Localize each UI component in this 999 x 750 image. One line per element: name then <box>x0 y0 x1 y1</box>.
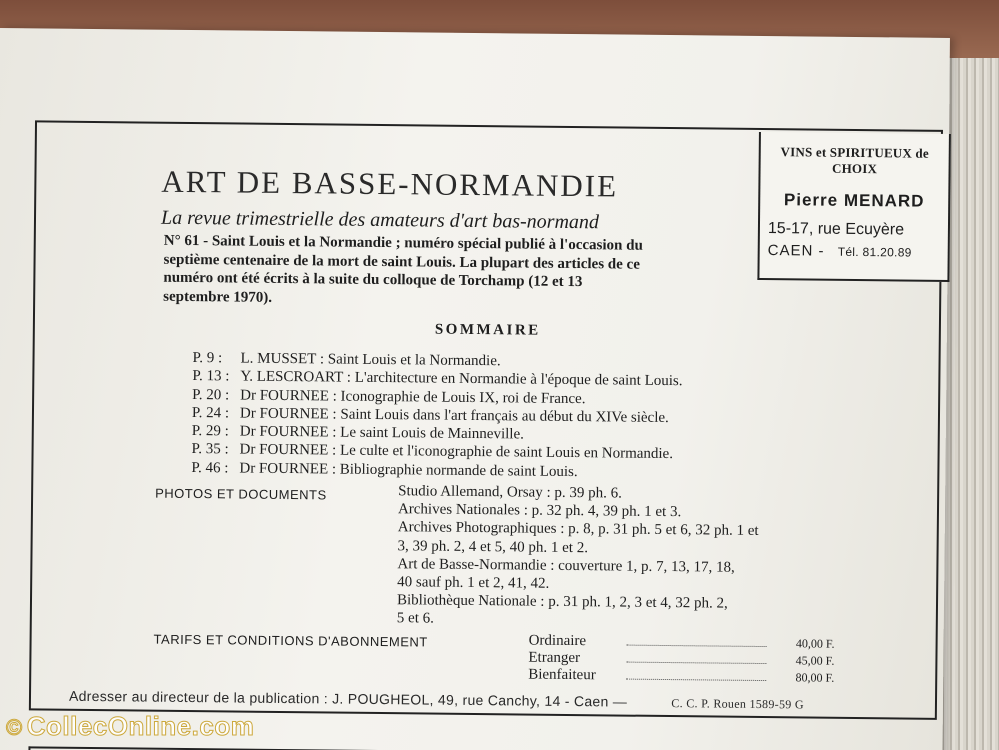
tarifs-label: TARIFS ET CONDITIONS D'ABONNEMENT <box>153 631 428 650</box>
toc-author: Dr FOURNEE : <box>239 460 337 478</box>
book-page <box>0 28 950 750</box>
table-of-contents <box>191 349 683 482</box>
next-frame-edge <box>28 746 936 750</box>
publisher-footer <box>69 688 804 713</box>
credit-line: Bibliothèque Nationale : p. 31 ph. 1, 2, 3 et 4, 32 ph. 2, <box>396 592 728 612</box>
toc-title: Iconographie de Louis IX, roi de France. <box>340 388 586 407</box>
photo-credits <box>397 482 759 631</box>
toc-title: L'architecture en Normandie à l'époque de saint Louis. <box>354 370 683 390</box>
advert-city: CAEN <box>767 242 814 260</box>
advert-tagline: VINS et SPIRITUEUX de CHOIX <box>780 144 929 177</box>
toc-page: P. 9 : <box>192 350 223 367</box>
toc-page: P. 46 : <box>191 459 229 477</box>
toc-author: Dr FOURNEE : <box>240 387 337 405</box>
advert-city-line: CAEN - Tél. 81.20.89 <box>767 242 912 260</box>
watermark-text: CollecOnline.com <box>26 711 255 741</box>
advert-address: 15-17, rue Ecuyère <box>767 220 905 239</box>
toc-title: Saint Louis dans l'art français au début du XIVe siècle. <box>340 406 669 426</box>
tarif-dots <box>627 645 767 647</box>
toc-author: L. MUSSET : <box>240 350 325 368</box>
toc-page: P. 13 : <box>192 368 230 385</box>
credit-line: 40 sauf ph. 1 et 2, 41, 42. <box>397 574 550 592</box>
advert-name: Pierre MENARD <box>783 190 925 211</box>
copyright-icon: © <box>6 715 23 740</box>
tarif-dots <box>626 662 766 664</box>
toc-author: Dr FOURNEE : <box>239 442 337 460</box>
toc-page: P. 20 : <box>192 386 230 404</box>
toc-page: P. 24 : <box>191 404 230 422</box>
footer-address: Adresser au directeur de la publication : J. POUGHEOL, 49, rue Canchy, 14 - Caen — <box>68 687 628 710</box>
advert-box <box>757 132 951 282</box>
tarifs-list <box>528 633 835 687</box>
credit-line: Studio Allemand, Orsay : p. 39 ph. 6. <box>398 483 622 502</box>
tarif-name: Etranger <box>528 649 581 667</box>
photos-label: PHOTOS ET DOCUMENTS <box>155 485 327 503</box>
issue-intro: N° 61 - Saint Louis et la Normandie ; numéro spécial publié à l'occasion du septième centenaire de la mort de saint Louis. La plupart des articles de ce numéro ont été écrits à la suite du colloque de Torchamp (12 et 13 septembre 1970). <box>163 232 643 306</box>
toc-title: Le culte et l'iconographie de saint Louis en Normandie. <box>339 443 674 463</box>
tarif-dots <box>626 679 766 681</box>
toc-title: Saint Louis et la Normandie. <box>327 351 501 370</box>
credit-line: Archives Photographiques : p. 8, p. 31 ph. 5 et 6, 32 ph. 1 et <box>397 519 759 540</box>
tarif-name: Bienfaiteur <box>528 666 596 684</box>
journal-subtitle: La revue trimestrielle des amateurs d'art bas-normand <box>160 206 600 234</box>
toc-title: Le saint Louis de Mainneville. <box>340 424 524 443</box>
credit-line: 5 et 6. <box>396 610 434 627</box>
credit-line: Art de Basse-Normandie : couverture 1, p. 7, 13, 17, 18, <box>397 556 735 576</box>
footer-ccp: C. C. P. Rouen 1589-59 G <box>671 696 804 712</box>
tarif-name: Ordinaire <box>528 632 587 650</box>
tarif-price: 80,00 F. <box>795 670 835 685</box>
tarif-price: 40,00 F. <box>795 636 835 651</box>
watermark <box>6 711 254 742</box>
tarif-row <box>528 667 834 687</box>
credit-line: Archives Nationales : p. 32 ph. 4, 39 ph. 1 et 3. <box>397 501 682 521</box>
page-frame <box>29 120 943 719</box>
toc-title: Bibliographie normande de saint Louis. <box>339 461 578 480</box>
advert-phone: Tél. 81.20.89 <box>837 244 912 260</box>
toc-page: P. 35 : <box>191 441 229 458</box>
credit-line: 3, 39 ph. 2, 4 et 5, 40 ph. 1 et 2. <box>397 537 589 556</box>
toc-page: P. 29 : <box>191 423 229 440</box>
journal-title: ART DE BASSE-NORMANDIE <box>161 163 619 204</box>
toc-author: Dr FOURNEE : <box>239 405 337 423</box>
toc-author: Dr FOURNEE : <box>239 423 337 441</box>
tarif-price: 45,00 F. <box>795 653 835 668</box>
toc-author: Y. LESCROART : <box>240 368 352 386</box>
sommaire-heading: SOMMAIRE <box>434 321 541 339</box>
